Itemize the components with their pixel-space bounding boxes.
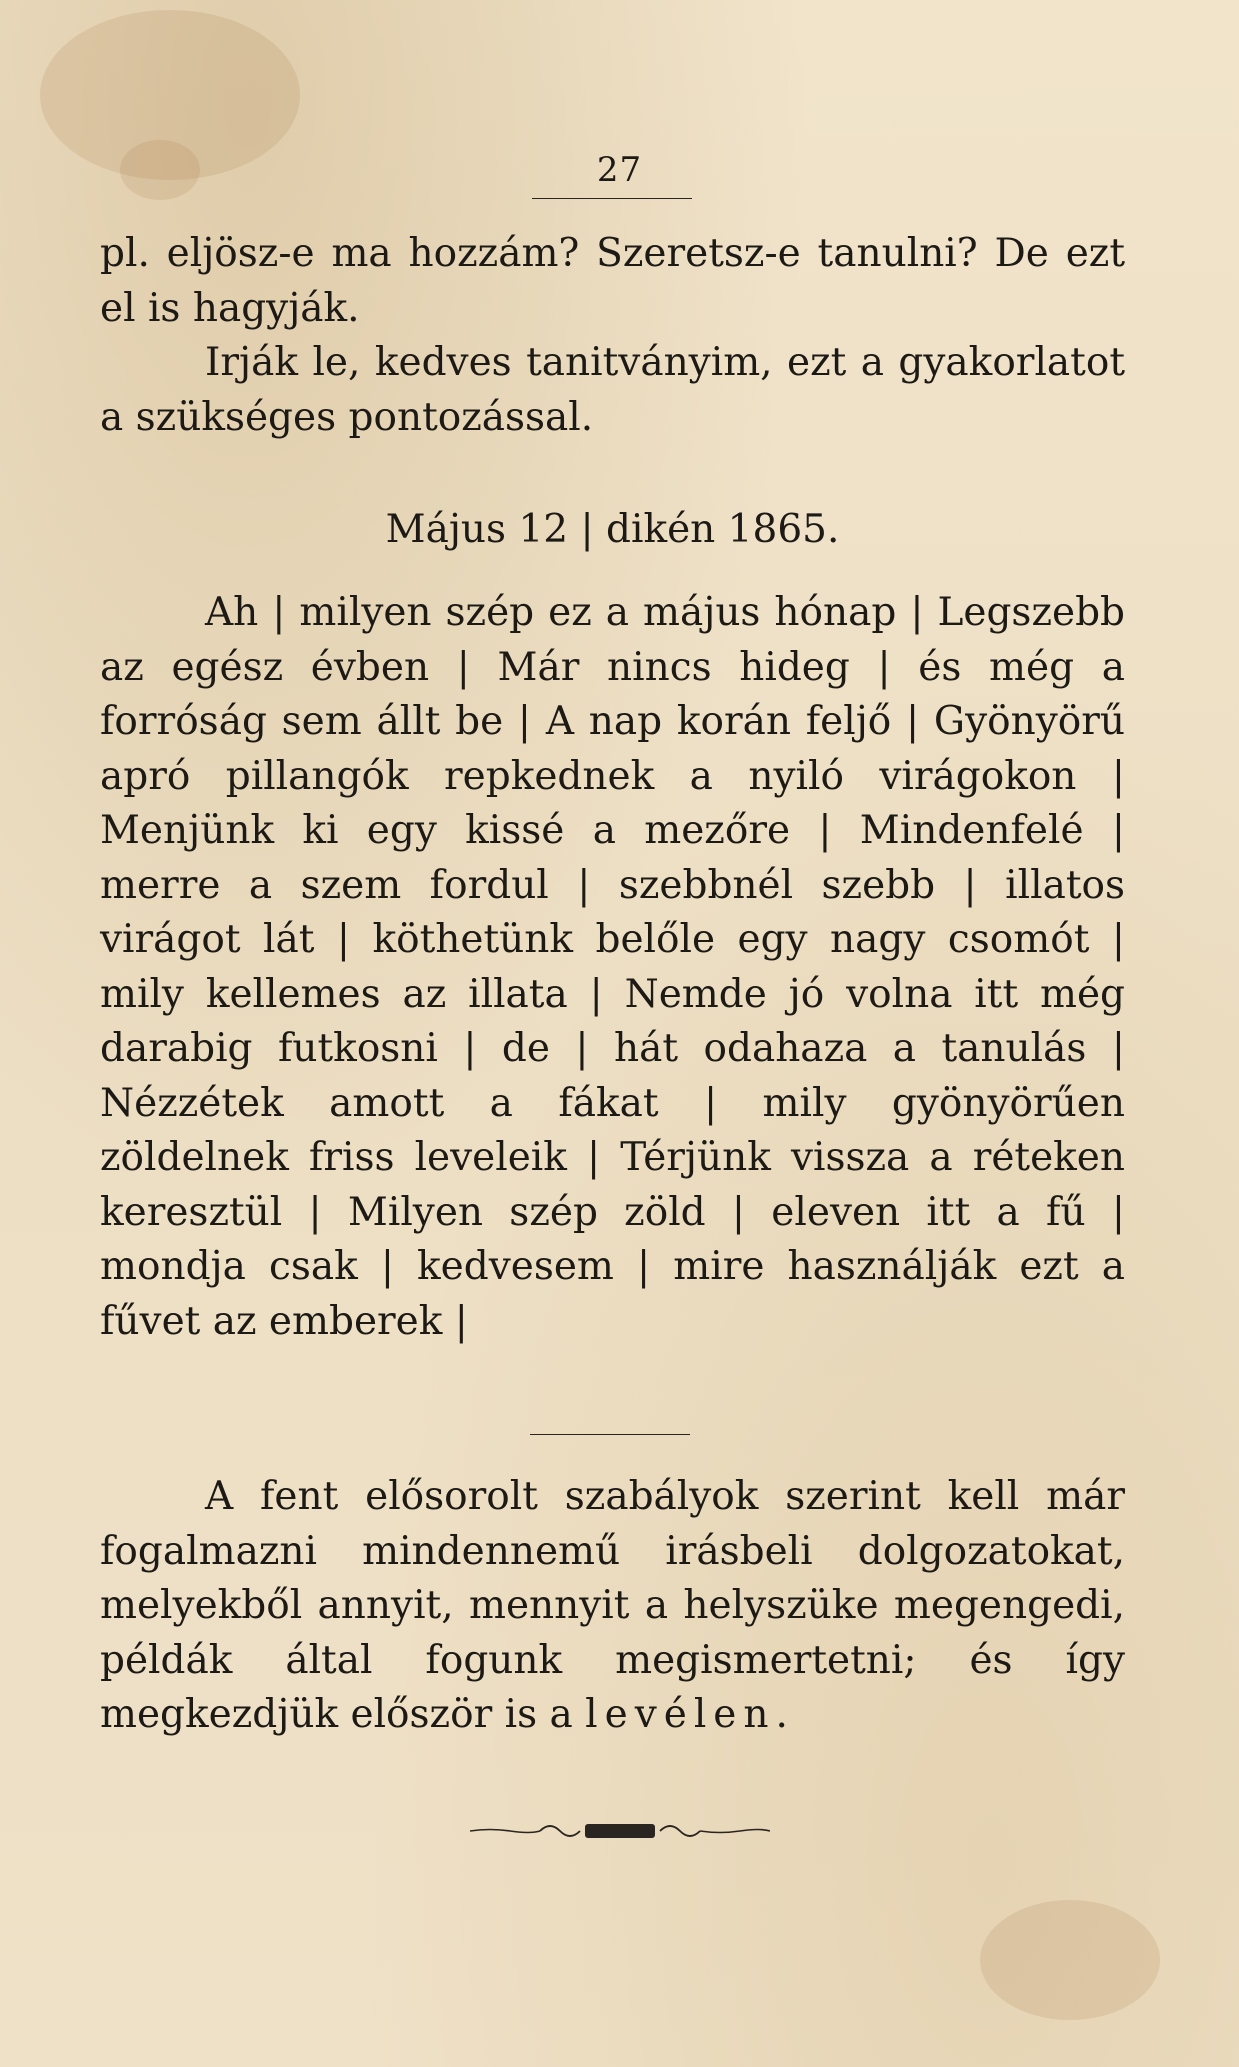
section-rule — [530, 1434, 690, 1435]
top-line-2: Irják le, kedves tanitványim, ezt a gyakorlatot a szükséges pontozással. — [100, 340, 1125, 440]
closing-main: A fent elősorolt szabályok szerint kell már fogalmazni mindennemű irásbeli dolgozatokat, melyekből annyit, mennyit a helyszüke megengedi, példák által fogunk megismertetni; és így megkezdjük először is a — [100, 1474, 1125, 1737]
page-number: 27 — [596, 150, 643, 190]
top-paragraph — [100, 227, 1125, 445]
paper-stain — [980, 1900, 1160, 2020]
top-line-1: pl. eljösz-e ma hozzám? Szeretsz-e tanulni? De ezt el is hagyják. — [100, 231, 1125, 331]
tailpiece-ornament-icon — [470, 1816, 770, 1846]
exercise-text: Ah | milyen szép ez a május hónap | Legszebb az egész évben | Már nincs hideg | és még a forróság sem állt be | A nap korán feljő | Gyönyörű apró pillangók repkednek a nyiló virágokon | Menjünk ki egy kissé a mezőre | Mindenfelé | merre a szem fordul | szebbnél szebb | illatos virágot lát | köthetünk belőle egy nagy csomót | mily kellemes az illata | Nemde jó volna itt még darabig futkosni | de | hát odahaza a tanulás | Nézzétek amott a fákat | mily gyönyörűen zöldelnek friss leveleik | Térjünk vissza a réteken keresztül | Milyen szép zöld | eleven itt a fű | mondja csak | kedvesem | mire használják ezt a fűvet az emberek | — [100, 590, 1125, 1344]
exercise-paragraph — [100, 586, 1125, 1349]
date-line — [100, 503, 1125, 558]
closing-paragraph — [100, 1470, 1125, 1743]
date-text: Május 12 | dikén 1865. — [385, 507, 840, 552]
closing-text — [100, 1470, 1125, 1743]
closing-end: . — [775, 1692, 788, 1737]
closing-spaced-word: levélen — [585, 1692, 776, 1737]
header-rule — [532, 198, 692, 199]
